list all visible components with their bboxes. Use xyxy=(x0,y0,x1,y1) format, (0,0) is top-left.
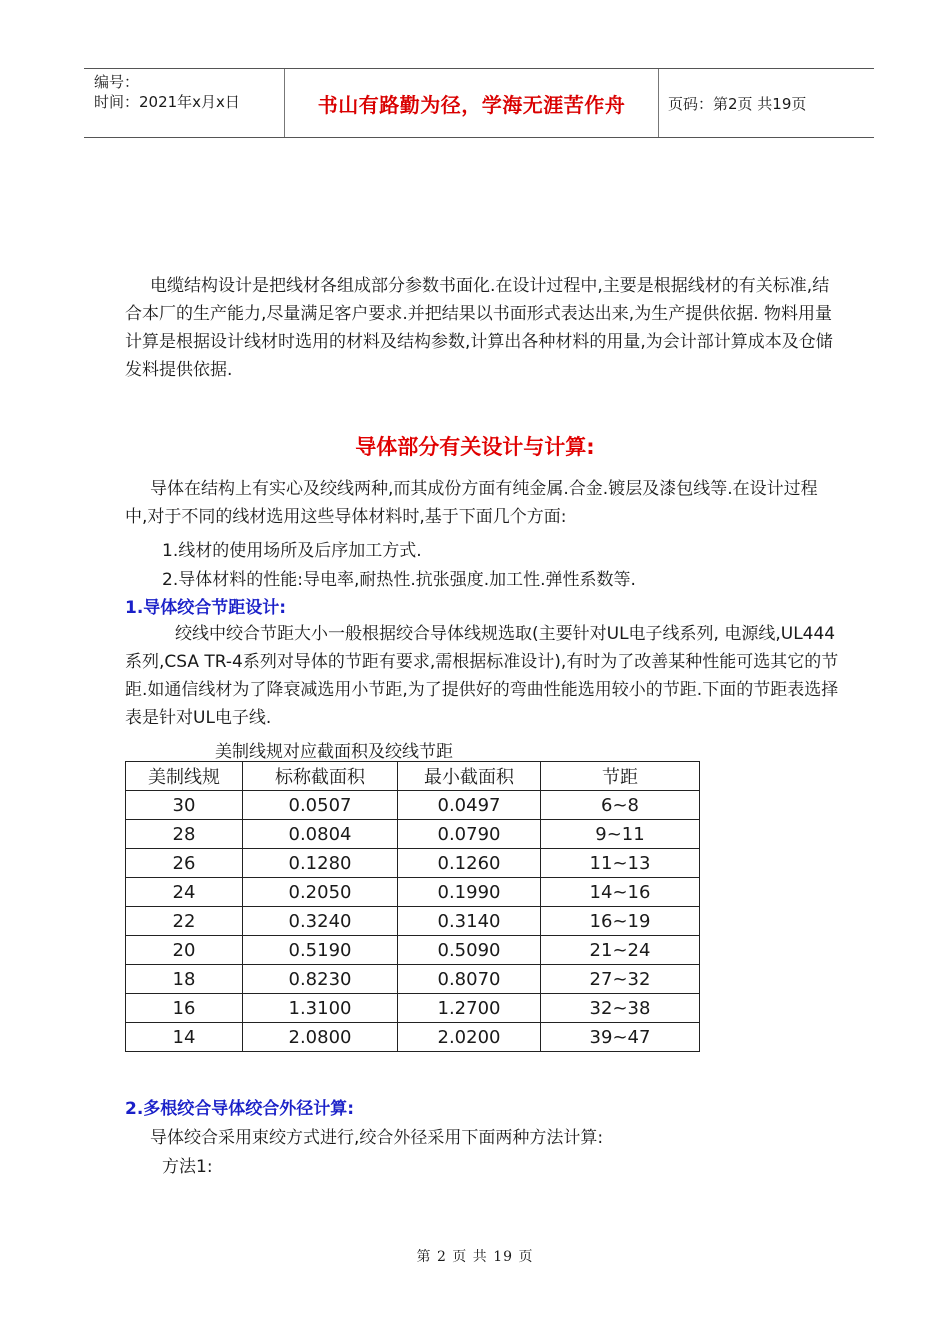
cell-gauge: 22 xyxy=(126,907,243,936)
cell-gauge: 18 xyxy=(126,965,243,994)
cell-pitch: 32~38 xyxy=(541,994,700,1023)
point-1: 1.线材的使用场所及后序加工方式. xyxy=(162,541,422,561)
cell-nominal-area: 0.5190 xyxy=(243,936,398,965)
cell-min-area: 0.0497 xyxy=(398,791,541,820)
cell-gauge: 14 xyxy=(126,1023,243,1052)
col-header-min-area: 最小截面积 xyxy=(398,762,541,791)
cell-min-area: 0.3140 xyxy=(398,907,541,936)
cell-min-area: 0.0790 xyxy=(398,820,541,849)
table-row xyxy=(126,849,700,878)
col-header-pitch: 节距 xyxy=(541,762,700,791)
cell-nominal-area: 0.8230 xyxy=(243,965,398,994)
cell-pitch: 6~8 xyxy=(541,791,700,820)
cell-nominal-area: 0.1280 xyxy=(243,849,398,878)
col-header-nominal-area: 标称截面积 xyxy=(243,762,398,791)
conductor-intro-paragraph: 导体在结构上有实心及绞线两种,而其成份方面有纯金属.合金.镀层及漆包线等.在设计过程中,对于不同的线材选用这些导体材料时,基于下面几个方面: xyxy=(125,479,818,527)
cell-nominal-area: 0.0507 xyxy=(243,791,398,820)
header-motto: 书山有路勤为径，学海无涯苦作舟 xyxy=(317,92,626,117)
cell-nominal-area: 0.2050 xyxy=(243,878,398,907)
table-row xyxy=(126,936,700,965)
time-label: 时间：2021年x月x日 xyxy=(94,93,240,111)
cell-nominal-area: 1.3100 xyxy=(243,994,398,1023)
table-row xyxy=(126,1023,700,1052)
cell-gauge: 20 xyxy=(126,936,243,965)
gauge-table xyxy=(125,761,700,1052)
cell-gauge: 26 xyxy=(126,849,243,878)
cell-pitch: 21~24 xyxy=(541,936,700,965)
cell-min-area: 0.1990 xyxy=(398,878,541,907)
cell-nominal-area: 0.3240 xyxy=(243,907,398,936)
cell-gauge: 16 xyxy=(126,994,243,1023)
method-1-label: 方法1: xyxy=(162,1157,213,1177)
section-title: 导体部分有关设计与计算: xyxy=(355,435,595,459)
table-header-row xyxy=(126,762,700,791)
table-caption: 美制线规对应截面积及绞线节距 xyxy=(215,742,453,762)
header-meta xyxy=(84,69,284,137)
cell-nominal-area: 0.0804 xyxy=(243,820,398,849)
cell-min-area: 0.8070 xyxy=(398,965,541,994)
table-row xyxy=(126,965,700,994)
cell-pitch: 9~11 xyxy=(541,820,700,849)
cell-pitch: 14~16 xyxy=(541,878,700,907)
page-footer: 第 2 页 共 19 页 xyxy=(416,1249,534,1265)
heading-pitch-design: 1.导体绞合节距设计: xyxy=(125,598,287,618)
number-label: 编号： xyxy=(94,73,140,91)
header-page-info: 页码：第2页 共19页 xyxy=(668,94,807,113)
cell-pitch: 39~47 xyxy=(541,1023,700,1052)
stranding-paragraph: 导体绞合采用束绞方式进行,绞合外径采用下面两种方法计算: xyxy=(150,1128,604,1148)
table-row xyxy=(126,820,700,849)
table-row xyxy=(126,907,700,936)
heading-stranding-diameter: 2.多根绞合导体绞合外径计算: xyxy=(125,1099,355,1119)
cell-min-area: 0.1260 xyxy=(398,849,541,878)
table-row xyxy=(126,994,700,1023)
cell-pitch: 27~32 xyxy=(541,965,700,994)
cell-pitch: 16~19 xyxy=(541,907,700,936)
page-header xyxy=(84,68,874,138)
cell-min-area: 2.0200 xyxy=(398,1023,541,1052)
cell-gauge: 28 xyxy=(126,820,243,849)
cell-gauge: 24 xyxy=(126,878,243,907)
cell-pitch: 11~13 xyxy=(541,849,700,878)
table-row xyxy=(126,878,700,907)
cell-nominal-area: 2.0800 xyxy=(243,1023,398,1052)
pitch-paragraph: 绞线中绞合节距大小一般根据绞合导体线规选取(主要针对UL电子线系列, 电源线,UL444系列,CSA TR-4系列对导体的节距有要求,需根据标准设计),有时为了改善某种性能可选其它的节距.如通信线材为了降衰减选用小节距,为了提供好的弯曲性能选用较小的节距.下面的节距表选择表是针对UL电子线. xyxy=(125,624,839,728)
table-row xyxy=(126,791,700,820)
cell-gauge: 30 xyxy=(126,791,243,820)
cell-min-area: 0.5090 xyxy=(398,936,541,965)
header-motto-cell xyxy=(284,69,659,137)
point-2: 2.导体材料的性能:导电率,耐热性.抗张强度.加工性.弹性系数等. xyxy=(162,570,636,590)
intro-paragraph: 电缆结构设计是把线材各组成部分参数书面化.在设计过程中,主要是根据线材的有关标准,结合本厂的生产能力,尽量满足客户要求.并把结果以书面形式表达出来,为生产提供依据. 物料用量计算是根据设计线材时选用的材料及结构参数,计算出各种材料的用量,为会计部计算成本及仓储发料提供依据. xyxy=(125,276,833,380)
col-header-gauge: 美制线规 xyxy=(126,762,243,791)
cell-min-area: 1.2700 xyxy=(398,994,541,1023)
